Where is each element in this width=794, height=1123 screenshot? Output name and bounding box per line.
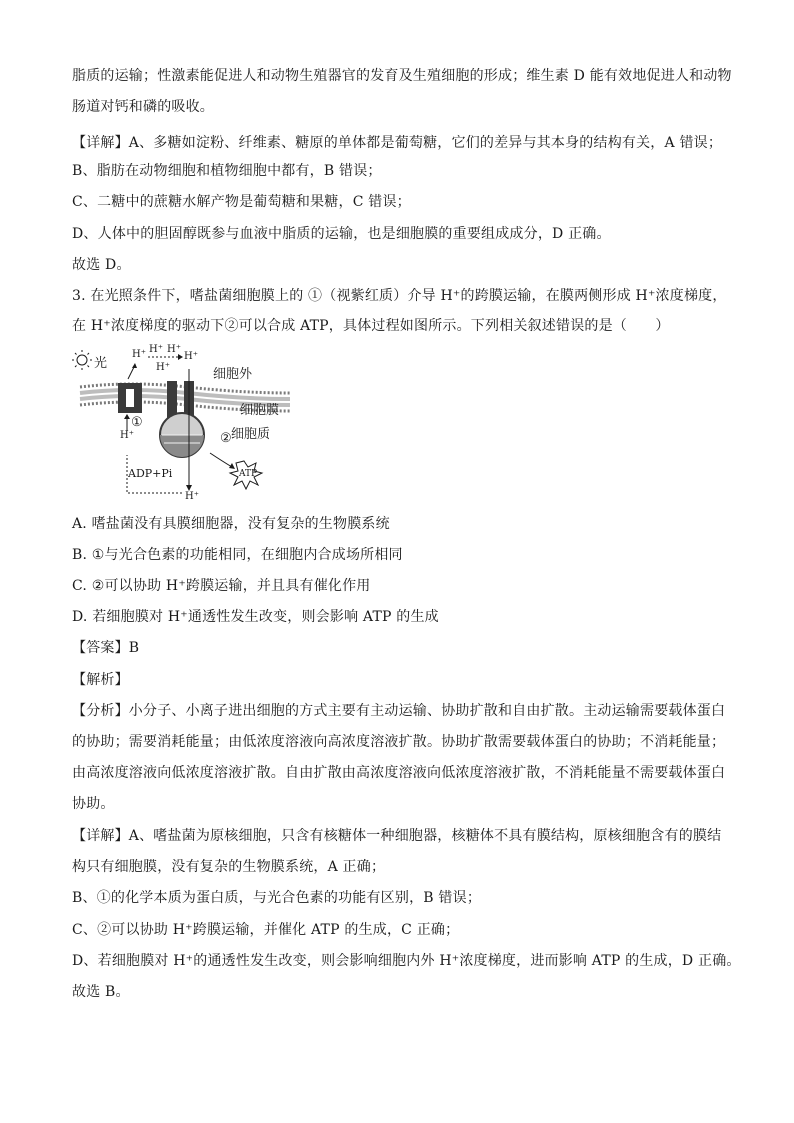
- text-line: 肠道对钙和磷的吸收。: [72, 99, 214, 115]
- answer-label: 【答案】B: [72, 640, 140, 656]
- text-line: 故选 D。: [72, 257, 131, 273]
- membrane-label: 细胞膜: [240, 403, 280, 418]
- membrane-diagram: [72, 343, 302, 508]
- sun-icon: [72, 350, 92, 370]
- atp-output-arrow: [210, 453, 232, 467]
- option-d: D. 若细胞膜对 H⁺通透性发生改变，则会影响 ATP 的生成: [72, 609, 439, 625]
- text-line: 故选 B。: [72, 984, 130, 1000]
- text-line: 的协助；需要消耗能量；由低浓度溶液向高浓度溶液扩散。协助扩散需要载体蛋白的协助；不消耗能量；: [72, 734, 726, 750]
- atp-label: ATP: [239, 469, 258, 479]
- option-a: A. 嗜盐菌没有具膜细胞器，没有复杂的生物膜系统: [72, 516, 390, 532]
- option-c: C. ②可以协助 H⁺跨膜运输，并且具有催化作用: [72, 578, 371, 594]
- h-plus-label: H⁺: [184, 351, 198, 362]
- text-line: 构只有细胞膜，没有复杂的生物膜系统，A 正确；: [72, 859, 386, 875]
- adp-label: ADP+Pi: [128, 467, 173, 480]
- text-line: B、①的化学本质为蛋白质，与光合色素的功能有区别，B 错误；: [72, 890, 482, 906]
- protein-1-number: ①: [131, 415, 143, 430]
- h-plus-label: H⁺: [120, 430, 134, 441]
- question-stem: 3. 在光照条件下，嗜盐菌细胞膜上的 ①（视紫红质）介导 H⁺的跨膜运输，在膜两侧形成 H⁺浓度梯度，: [72, 288, 727, 304]
- question-stem: 在 H⁺浓度梯度的驱动下②可以合成 ATP，具体过程如图所示。下列相关叙述错误的是（ ）: [72, 318, 670, 334]
- protein-1-rhodopsin: [118, 383, 142, 413]
- protein-2-number: ②: [220, 431, 232, 446]
- cytoplasm-label: 细胞质: [231, 427, 271, 442]
- option-b: B. ①与光合色素的功能相同，在细胞内合成场所相同: [72, 547, 403, 563]
- text-line: D、人体中的胆固醇既参与血液中脂质的运输，也是细胞膜的重要组成成分，D 正确。: [72, 226, 611, 242]
- text-line: C、②可以协助 H⁺跨膜运输，并催化 ATP 的生成，C 正确；: [72, 922, 460, 938]
- outside-label: 细胞外: [213, 367, 253, 382]
- arrowhead-icon: [132, 363, 137, 368]
- text-line: 【详解】A、嗜盐菌为原核细胞，只含有核糖体一种细胞器，核糖体不具有膜结构，原核细胞含有的膜结: [72, 828, 722, 844]
- text-line: 脂质的运输；性激素能促进人和动物生殖器官的发育及生殖细胞的形成；维生素 D 能有效地促进人和动物: [72, 68, 732, 84]
- h-plus-label: H⁺: [185, 491, 199, 502]
- text-line: C、二糖中的蔗糖水解产物是葡萄糖和果糖，C 错误；: [72, 194, 411, 210]
- h-plus-label: H⁺: [149, 344, 163, 355]
- analysis-heading: 【解析】: [72, 672, 129, 688]
- text-line: 由高浓度溶液向低浓度溶液扩散。自由扩散由高浓度溶液向低浓度溶液扩散，不消耗能量不需要载体蛋白: [72, 765, 726, 781]
- text-line: 【分析】小分子、小离子进出细胞的方式主要有主动运输、协助扩散和自由扩散。主动运输需要载体蛋白: [72, 703, 726, 719]
- text-line: 【详解】A、多糖如淀粉、纤维素、糖原的单体都是葡萄糖，它们的差异与其本身的结构有关，A 错误；: [72, 135, 723, 151]
- arrowhead-icon: [124, 414, 130, 419]
- light-label: 光: [94, 356, 108, 371]
- text-line: 协助。: [72, 796, 115, 812]
- h-plus-label: H⁺: [132, 349, 146, 360]
- text-line: B、脂肪在动物细胞和植物细胞中都有，B 错误；: [72, 163, 382, 179]
- h-plus-label: H⁺: [167, 344, 181, 355]
- text-line: D、若细胞膜对 H⁺的通透性发生改变，则会影响细胞内外 H⁺浓度梯度，进而影响 ATP 的生成，D 正确。: [72, 953, 741, 969]
- h-plus-label: H⁺: [156, 362, 170, 373]
